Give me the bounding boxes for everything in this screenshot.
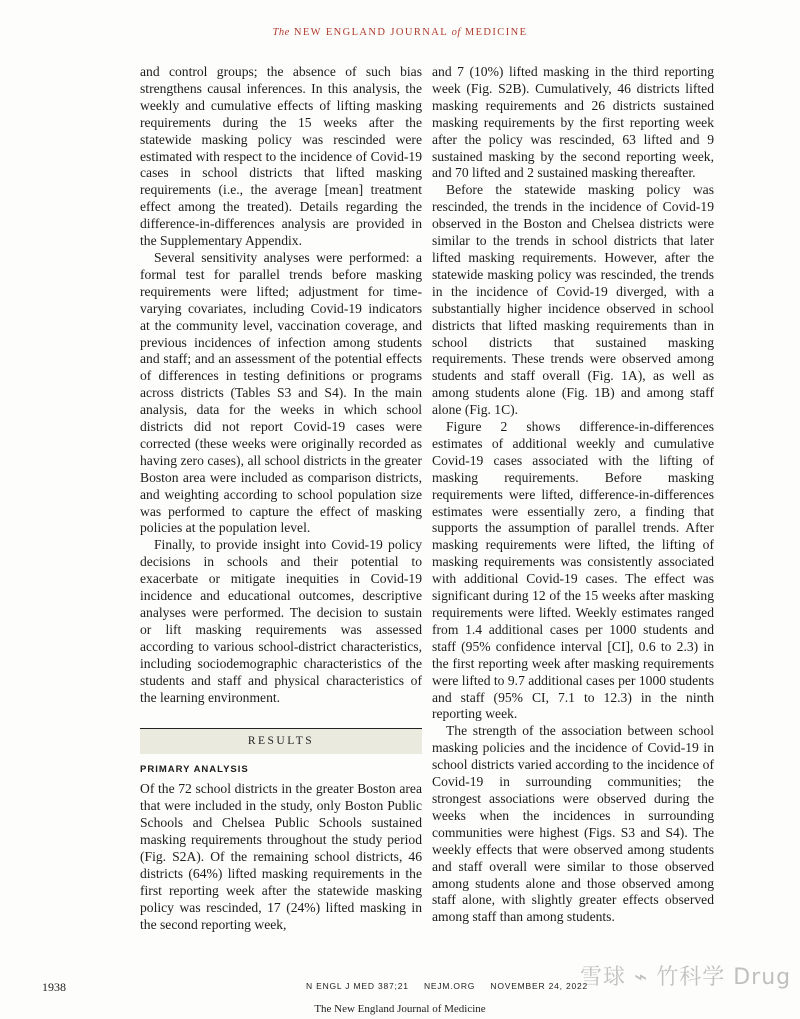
footer-date: NOVEMBER 24, 2022: [490, 981, 589, 991]
right-column: [432, 64, 714, 926]
right-paragraph-4: The strength of the association between school masking policies and the incidence of Covid-19 in school districts varied according to the incidence of Covid-19 in surrounding communities; the strongest associations were observed during the weeks when the incidences in surrounding communities were highest (Figs. S3 and S4). The weekly effects that were observed among students and staff overall were similar to those observed among students alone and those observed among staff alone, with slightly greater effects observed among staff than among students.: [432, 723, 714, 925]
footer-copyright: The New England Journal of Medicine: [314, 1003, 486, 1015]
footer-citation: N ENGL J MED 387;21: [306, 981, 409, 991]
section-heading-band: [140, 728, 422, 754]
footer-site: NEJM.ORG: [423, 981, 476, 991]
left-paragraph-4: Of the 72 school districts in the greater Boston area that were included in the study, only Boston Public Schools and Chelsea Public Schools sustained masking requirements throughout the study period (Fig. S2A). Of the remaining school districts, 46 districts (64%) lifted masking requirements in the first reporting week after the statewide masking policy was rescinded, 17 (24%) lifted masking in the second reporting week,: [140, 781, 422, 932]
subheading-primary-analysis: PRIMARY ANALYSIS: [140, 764, 249, 776]
left-column: [140, 64, 422, 933]
section-heading-results: RESULTS: [247, 735, 315, 748]
page-number: 1938: [42, 980, 66, 994]
running-head-medicine: MEDICINE: [464, 27, 528, 38]
right-paragraph-3: Figure 2 shows difference-in-differences estimates of additional weekly and cumulative Covid-19 cases associated with the lifting of masking requirements. Before masking requirements were lifted, difference-in-differences estimates were essentially zero, a finding that supports the assumption of parallel trends. After masking requirements were lifted, the lifting of masking requirements was consistently associated with additional Covid-19 cases. The effect was significant during 12 of the 15 weeks after masking requirements were lifted. Weekly estimates ranged from 1.4 additional cases per 1000 students and staff (95% confidence interval [CI], 0.6 to 2.3) in the first reporting week after masking requirements were lifted to 9.7 additional cases per 1000 students and staff (95% CI, 7.1 to 12.3) in the ninth reporting week.: [432, 419, 714, 722]
running-head: [0, 27, 800, 38]
left-paragraph-3: Finally, to provide insight into Covid-19 policy decisions in schools and their potential to exacerbate or mitigate inequities in Covid-19 incidence and educational outcomes, descriptive analyses were performed. The decision to sustain or lift masking requirements was assessed according to various school-district characteristics, including sociodemographic characteristics of the students and staff and physical characteristics of the learning environment.: [140, 537, 422, 705]
left-paragraph-2: Several sensitivity analyses were performed: a formal test for parallel trends before masking requirements were lifted; adjustment for time-varying covariates, including Covid-19 indicators at the community level, vaccination coverage, and previous incidences of infection among students and staff; and an assessment of the potential effects of differences in testing definitions or programs across districts (Tables S3 and S4). In the main analysis, data for the weeks in which school districts did not report Covid-19 cases were corrected (these weeks were originally recorded as having zero cases), all school districts in the greater Boston area were included as comparison districts, and weighting according to school population size was performed to capture the effect of masking policies at the population level.: [140, 249, 422, 536]
right-paragraph-1: and 7 (10%) lifted masking in the third reporting week (Fig. S2B). Cumulatively, 46 districts lifted masking requirements and 26 districts sustained masking requirements by the first reporting week after the policy was rescinded, 63 lifted and 9 sustained masking by the second reporting week, and 70 lifted and 2 sustained masking thereafter.: [432, 64, 714, 181]
watermark: 雪球 ⌁ 竹科学 Drug: [580, 965, 792, 990]
running-head-of: of: [451, 27, 461, 38]
right-paragraph-2: Before the statewide masking policy was rescinded, the trends in the incidence of Covid-19 observed in the Boston and Chelsea districts were similar to the trends in school districts that later lifted masking requirements. However, after the statewide masking policy was rescinded, the trends in the incidence of Covid-19 diverged, with a substantially higher incidence observed in school districts that lifted masking requirements than in school districts that sustained masking requirements. These trends were observed among students and staff overall (Fig. 1A), as well as among students alone (Fig. 1B) and among staff alone (Fig. 1C).: [432, 182, 714, 418]
left-paragraph-1: and control groups; the absence of such bias strengthens causal inferences. In this analysis, the weekly and cumulative effects of lifting masking requirements during the 15 weeks after the statewide masking policy was rescinded were estimated with respect to the incidence of Covid-19 cases in school districts that lifted masking requirements (i.e., the average [mean] treatment effect among the treated). Details regarding the difference-in-differences analysis are provided in the Supplementary Appendix.: [140, 64, 422, 249]
footer-citation-line: [306, 981, 600, 991]
running-head-journal: NEW ENGLAND JOURNAL: [293, 27, 448, 38]
running-head-prefix: The: [272, 27, 290, 38]
